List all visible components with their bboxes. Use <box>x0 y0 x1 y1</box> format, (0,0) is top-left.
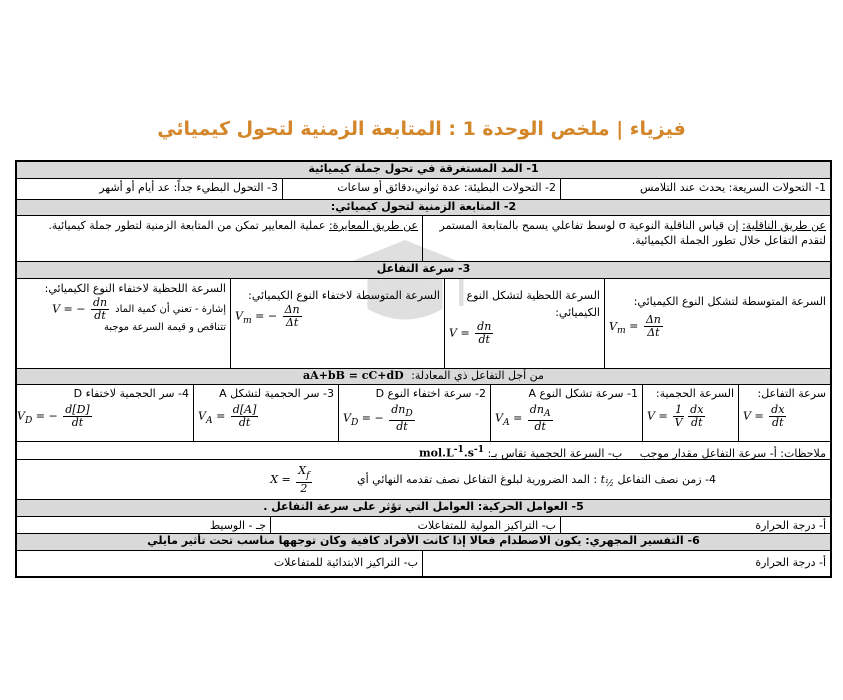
delta-t: Δt <box>647 326 660 339</box>
summary-table <box>15 160 832 578</box>
section5-heading: 5- العوامل الحركية: العوامل التي تؤثر على سرعة التفاعل . <box>263 500 584 513</box>
section1-heading: 1- المد المستغرقة في تحول جملة كيميائية <box>308 162 539 175</box>
inst-formation-formula: V = $\frac{dn}{dt}$ <box>449 320 492 346</box>
micro-concentration <box>13 551 422 576</box>
titration-label: عن طريق المعايرة: <box>328 219 418 232</box>
rates-row <box>17 385 830 442</box>
factor-c: جـ - الوسيط <box>209 519 266 532</box>
notes-a: أ- سرعة التفاعل مقدار موجب <box>639 446 777 459</box>
dA: d[A] <box>232 403 257 416</box>
half-life-symbol: $t_{\frac{1}{2}}$ <box>600 473 614 490</box>
avg-formation-label: السرعة المتوسطة لتشكل النوع الكيميائي: <box>633 295 826 308</box>
one: 1 <box>675 403 683 416</box>
disappear-D-cell <box>338 385 490 441</box>
kinetic-factors-row <box>17 517 830 534</box>
very-slow-transformations <box>13 179 282 199</box>
very-slow-text: 3- التحول البطيء جداً: عد أيام أو أشهر <box>99 181 278 194</box>
disappear-D-formula: $V_D$ = − $\frac{dn_D}{dt}$ <box>343 403 413 434</box>
section1-types-row <box>17 179 830 200</box>
notes-cell <box>17 442 830 459</box>
volumetric-rate-label: السرعة الحجمية: <box>655 387 734 400</box>
dt: dt <box>478 333 490 346</box>
sign-note-short: إشارة - تعني أن كمية الماد <box>115 304 226 315</box>
dD: d[D] <box>65 403 90 416</box>
inst-disappear-cell <box>13 279 230 368</box>
half-life-formula: X = $\frac{X_f}{2}$ <box>270 464 310 495</box>
section5-heading-row <box>17 500 830 517</box>
speed-definitions-row <box>17 279 830 369</box>
reaction-rate-label: سرعة التفاعل: <box>757 387 826 400</box>
half-life-cell <box>17 460 830 499</box>
slow-transformations <box>282 179 560 199</box>
reaction-rate-formula: V = $\frac{dx}{dt}$ <box>743 403 785 429</box>
avg-formation-formula: $V_m$ = $\frac{\Delta n}{\Delta t}$ <box>609 313 661 339</box>
factor-b: ب- التراكيز المولية للمتفاعلات <box>417 519 556 532</box>
reaction-rate-cell <box>738 385 830 441</box>
titration-cell <box>13 216 422 261</box>
section1-heading-row <box>17 162 830 179</box>
formation-A-formula: $V_A$ = $\frac{dn_A}{dt}$ <box>495 403 551 434</box>
notes-row <box>17 442 830 460</box>
notes-b: ب- السرعة الحجمية تقاس بـ: <box>487 446 623 459</box>
vm-symbol: V <box>609 319 617 333</box>
sign-note-rest: تتناقص و قيمة السرعة موجبة <box>103 322 226 333</box>
equation-label: من أجل التفاعل ذي المعادلة: <box>411 369 544 382</box>
half-life-text: 4- زمن نصف التفاعل <box>617 473 716 486</box>
notes-label: ملاحظات: <box>780 446 826 459</box>
section2-methods-row <box>17 216 830 262</box>
section6-heading-row <box>17 534 830 551</box>
half-life-den: 2 <box>300 481 308 495</box>
formation-A-label: 1- سرعة تشكل النوع A <box>528 387 638 400</box>
avg-disappear-formula: $V_m$ = − $\frac{\Delta n}{\Delta t}$ <box>235 303 300 329</box>
vol-disappear-D-formula: $V_D$ = − $\frac{d[D]}{dt}$ <box>17 403 90 429</box>
vol-formation-A-cell <box>193 385 338 441</box>
conductimetry-label: عن طريق الناقلية: <box>742 219 826 232</box>
inst-formation-label: السرعة اللحظية لتشكل النوع الكيميائي: <box>466 289 600 319</box>
reaction-equation: aA+bB = cC+dD <box>303 369 404 382</box>
vol-formation-A-formula: $V_A$ = $\frac{d[A]}{dt}$ <box>198 403 257 429</box>
equation-row <box>17 369 830 385</box>
micro-a: أ- درجة الحرارة <box>755 556 826 569</box>
rate-dt: dt <box>772 416 784 429</box>
fast-text: 1- التحولات السريعة: يحدث عند التلامس <box>639 181 826 194</box>
page-title: فيزياء | ملخص الوحدة 1 : المتابعة الزمنية لتحول كيميائي <box>157 118 686 140</box>
inst-formation-cell <box>444 279 604 368</box>
inst-disappear-formula: V = − $\frac{dn}{dt}$ <box>52 296 108 322</box>
factor-temperature <box>560 517 830 533</box>
formation-A-cell <box>490 385 642 441</box>
dn: dn <box>477 320 492 333</box>
section2-heading: 2- المتابعة الزمنية لتحول كيميائي: <box>330 200 517 213</box>
slow-text: 2- التحولات البطيئة: عدة ثواني،دقائق أو ساعات <box>337 181 556 194</box>
volumetric-rate-cell <box>642 385 738 441</box>
dx: dx <box>771 403 785 416</box>
vm-sub: m <box>616 324 626 336</box>
factor-catalyst <box>13 517 270 533</box>
factor-concentration <box>270 517 560 533</box>
half-life-def: : المد الضرورية لبلوغ التفاعل نصف تقدمه النهائي أي <box>357 473 598 486</box>
fast-transformations <box>560 179 830 199</box>
section3-heading-row <box>17 262 830 279</box>
avg-disappear-label: السرعة المتوسطة لاختفاء النوع الكيميائي: <box>248 289 440 302</box>
vol-disappear-D-cell <box>13 385 193 441</box>
conductimetry-text: إن قياس الناقلية النوعية σ لوسط تفاعلي يسمح بالمتابعة المستمر لتقدم التفاعل خلال تطور الجملة الكيميائية. <box>439 219 826 247</box>
volumetric-rate-formula: V = $\frac{1}{V}$ $\frac{dx}{dt}$ <box>647 403 704 429</box>
section2-heading-row <box>17 200 830 216</box>
vol-formation-A-label: 3- سر الحجمية لتشكل A <box>219 387 334 400</box>
micro-temperature <box>422 551 830 576</box>
micro-b: ب- التراكيز الابتدائية للمتفاعلات <box>273 556 418 569</box>
delta-n: Δn <box>645 313 661 326</box>
section6-heading: 6- التفسير المجهري: يكون الاصطدام فعالا إذا كانت الأفراد كافية وكان توجهها مناسب تحت تأثير مايلي <box>147 534 700 547</box>
vol-disappear-D-label: 4- سر الحجمية لاختفاء D <box>73 387 189 400</box>
half-life-row <box>17 460 830 500</box>
avg-disappear-cell <box>230 279 444 368</box>
notes-unit: $mol.L^{-1}.s^{-1}$ <box>418 444 485 459</box>
section3-heading: 3- سرعة التفاعل <box>376 262 471 275</box>
avg-formation-cell <box>604 279 830 368</box>
conductimetry-cell <box>422 216 830 261</box>
microscopic-factors-row <box>17 551 830 576</box>
disappear-D-label: 2- سرعة اختفاء النوع D <box>375 387 486 400</box>
titration-text: عملية المعايير تمكن من المتابعة الزمنية لتطور جملة كيميائية. <box>48 219 329 232</box>
factor-a: أ- درجة الحرارة <box>755 519 826 532</box>
inst-disappear-label: السرعة اللحظية لاختفاء النوع الكيميائي: <box>44 282 226 295</box>
